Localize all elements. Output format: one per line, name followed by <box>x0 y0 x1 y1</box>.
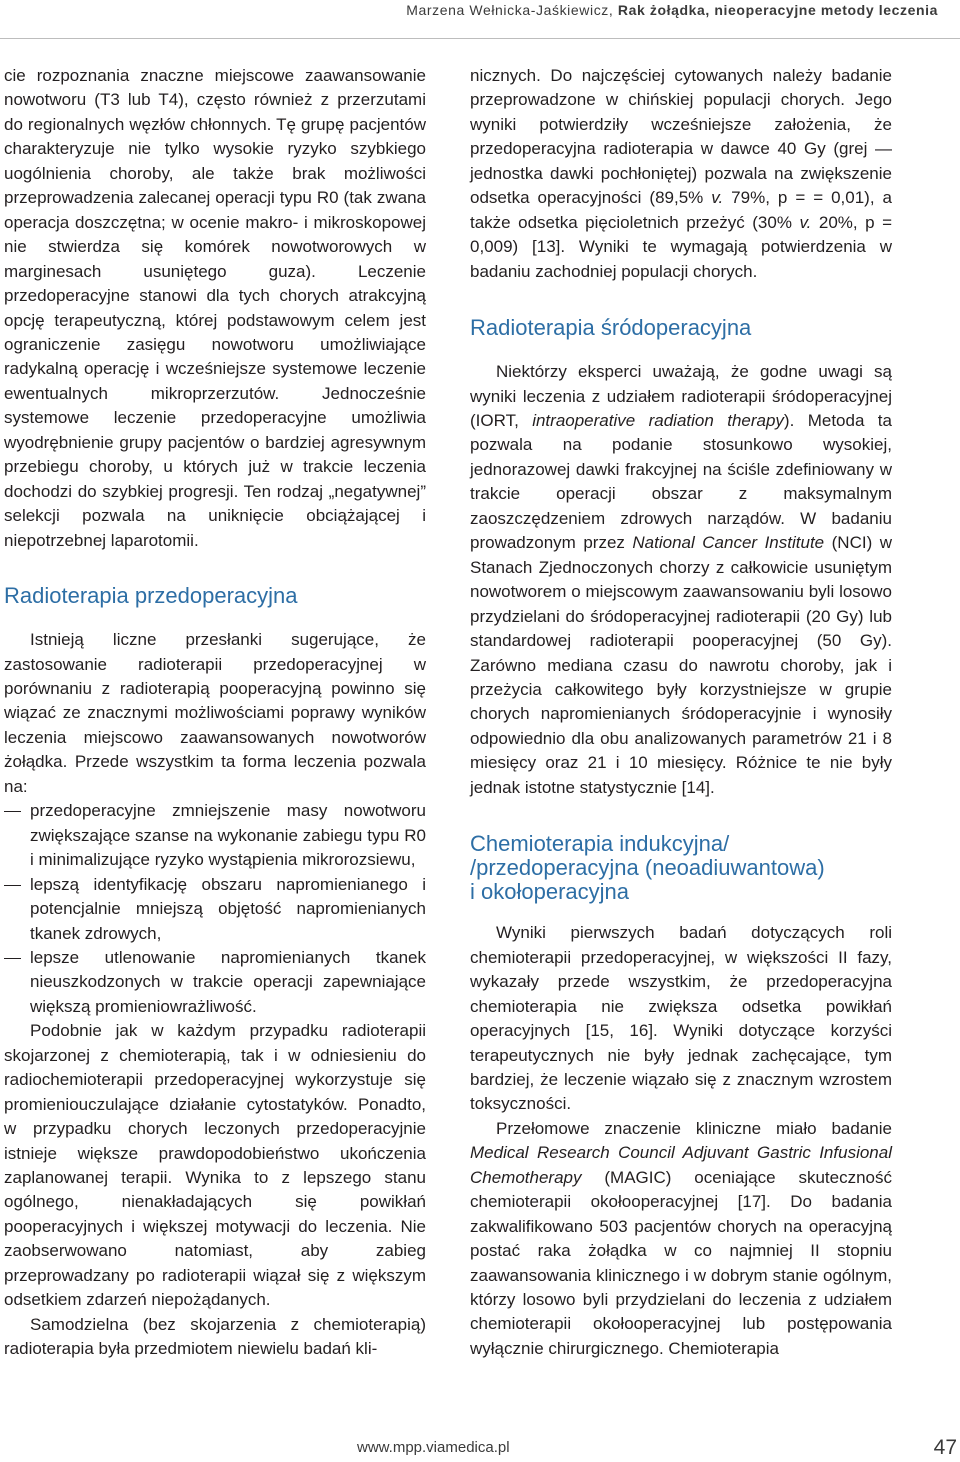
page-number: 47 <box>933 1436 957 1459</box>
italic-text: National Cancer Institute <box>632 533 825 553</box>
italic-text: v. <box>799 212 812 232</box>
header-authors: Marzena Wełnicka-Jaśkiewicz, <box>406 2 614 18</box>
left-column <box>4 64 426 1362</box>
heading-line: i okołoperacyjna <box>470 879 629 905</box>
text-run: 79%, p = = 0,01), a także odsetka pięcioletnich przeżyć (30% <box>470 188 892 232</box>
text-run: (NCI) w Stanach Zjednoczonych chorzy z całkowicie usuniętym nowotworem o miejscowym zaawansowaniu byli losowo przydzielani do śródoperacyjnej radioterapii (20 Gy) lub standardowej radioterapii pooperacyjnej (50 Gy). Zarówno mediana czasu do nawrotu choroby, jak i przeżycia całkowitego były korzystniejsze w grupie chorych napromienianych śródoperacyjnie i wynosiły odpowiednio dla obu analizowanych parametrów 21 i 8 miesięcy oraz 21 i 10 miesięcy. Różnice te nie były jednak istotne statystycznie [14]. <box>470 533 893 797</box>
paragraph <box>470 360 892 800</box>
italic-text: v. <box>711 188 724 208</box>
right-column <box>470 64 892 1361</box>
paragraph <box>470 64 892 284</box>
text-run: nicznych. Do najczęściej cytowanych należy badanie przeprowadzone w chińskiej populacji chorych. Jego wyniki potwierdziły wcześniejsze założenia, że przedoperacyjna radioterapia w dawce 40 Gy (grej — jednostka dawki pochłoniętej) pozwala na zwiększenie odsetka operacyjności (89,5% <box>470 66 892 208</box>
section-heading: Radioterapia przedoperacyjna <box>4 583 298 609</box>
italic-text: Medical Research Council Adjuvant Gastric Infusional Chemotherapy <box>470 1143 892 1187</box>
text-run: (MAGIC) oceniające skuteczność chemioterapii okołooperacyjnej [17]. Do badania zakwalifikowano 503 pacjentów chorych na operacyjną postać raka żołądka w co najmniej II stopniu zaawansowania klinicznego i w dobrym stanie ogólnym, którzy losowo byli przydzielani do leczenia z udziałem chemioterapii okołooperacyjnej lub postępowania wyłącznie chirurgicznego. Chemioterapia <box>470 1167 892 1358</box>
italic-text: intraoperative radiation therapy <box>532 410 784 430</box>
paragraph: Podobnie jak w każdym przypadku radioterapii skojarzonej z chemioterapią, tak i w odniesieniu do radiochemioterapii przedoperacyjnej wykorzystuje się promieniouczulające działanie cytostatyków. Ponadto, w przypadku chorych leczonych przedoperacyjnie istnieje większe prawdopodobieństwo ukończenia zaplanowanej terapii. Wynika to z lepszego stanu ogólnego, nienakładających się powikłań pooperacyjnych i większej motywacji do leczenia. Nie zaobserwowano natomiast, aby zabieg przeprowadzany po radioterapii wiązał się z większym odsetkiem zdarzeń niepożądanych. <box>4 1021 426 1310</box>
running-header <box>406 2 938 18</box>
dash-list <box>4 799 426 1019</box>
header-rule <box>0 38 960 39</box>
header-title: Rak żołądka, nieoperacyjne metody leczenia <box>617 2 938 18</box>
paragraph: Wyniki pierwszych badań dotyczących roli chemioterapii przedoperacyjnej, w większości II fazy, wykazały przede wszystkim, że przedoperacyjna chemioterapia nie zwiększa odsetka powikłań operacyjnych [15, 16]. Wyniki dotyczące korzyści terapeutycznych nie były jednak zachęcające, tym bardziej, że leczenie wiązało się z znacznym wzrostem toksyczności. <box>470 923 892 1114</box>
list-item: lepszą identyfikację obszaru napromienianego i potencjalnie mniejszą objętość napromienianych tkanek zdrowych, <box>4 873 426 946</box>
text-run: Przełomowe znaczenie kliniczne miało badanie <box>496 1118 892 1138</box>
list-item: lepsze utlenowanie napromienianych tkanek nieuszkodzonych w trakcie operacji zapewniające większą promieniowrażliwość. <box>4 946 426 1019</box>
section-heading <box>470 832 892 904</box>
section-heading: Radioterapia śródoperacyjna <box>470 315 752 341</box>
heading-line: /przedoperacyjna (neoadiuwantowa) <box>470 855 825 881</box>
list-item: przedoperacyjne zmniejszenie masy nowotworu zwiększające szanse na wykonanie zabiegu typu R0 i minimalizujące ryzyko wystąpienia mikrorozsiewu, <box>4 799 426 872</box>
paragraph: Samodzielna (bez skojarzenia z chemioterapią) radioterapia była przedmiotem niewielu badań kli- <box>4 1314 426 1359</box>
text-run: 20%, p = 0,009) [13]. Wyniki te wymagają potwierdzenia w badaniu zachodniej populacji chorych. <box>470 212 892 281</box>
text-run: Niektórzy eksperci uważają, że godne uwagi są wyniki leczenia z udziałem radioterapii śródoperacyjnej (IORT, <box>470 362 892 430</box>
footer-url: www.mpp.viamedica.pl <box>357 1439 510 1456</box>
text-run: ). Metoda ta pozwala na podanie stosunkowo wysokiej, jednorazowej dawki frakcyjnej na ściśle zdefiniowany w trakcie operacji obszar z maksymalnym zaoszczędzeniem zdrowych narządów. W badaniu prowadzonym przez <box>470 410 892 553</box>
paragraph: Istnieją liczne przesłanki sugerujące, że zastosowanie radioterapii przedoperacyjnej w porównaniu z radioterapią pooperacyjną powinno się wiązać ze znacznymi możliwościami poprawy wyników leczenia miejscowo zaawansowanych nowotworów żołądka. Przede wszystkim ta forma leczenia pozwala na: <box>4 630 426 796</box>
paragraph: cie rozpoznania znaczne miejscowe zaawansowanie nowotworu (T3 lub T4), często również z przerzutami do regionalnych węzłów chłonnych. Tę grupę pacjentów charakteryzuje nie tylko wysokie ryzyko szybkiego uogólnienia choroby, ale także brak możliwości przeprowadzenia zalecanej operacji typu R0 (tak zwana operacja doszczętna; w ocenie makro- i mikroskopowej nie stwierdza się komórek nowotworowych w marginesach usuniętego guza). Leczenie przedoperacyjne stanowi dla tych chorych atrakcyjną opcję terapeutyczną, której podstawowym celem jest ograniczenie zasięgu nowotworu umożliwiające radykalną operację i wcześniejsze systemowe leczenie ewentualnych mikroprzerzutów. Jednocześnie systemowe leczenie przedoperacyjne umożliwia wyodrębnienie grupy pacjentów o bardziej agresywnym przebiegu choroby, u których już w trakcie leczenia dochodzi do szybkiej progresji. Ten rodzaj „negatywnej” selekcji pozwala na uniknięcie obciążającej i niepotrzebnej laparotomii. <box>4 66 426 550</box>
heading-line: Chemioterapia indukcyjna/ <box>470 831 730 857</box>
paragraph <box>470 1117 892 1362</box>
